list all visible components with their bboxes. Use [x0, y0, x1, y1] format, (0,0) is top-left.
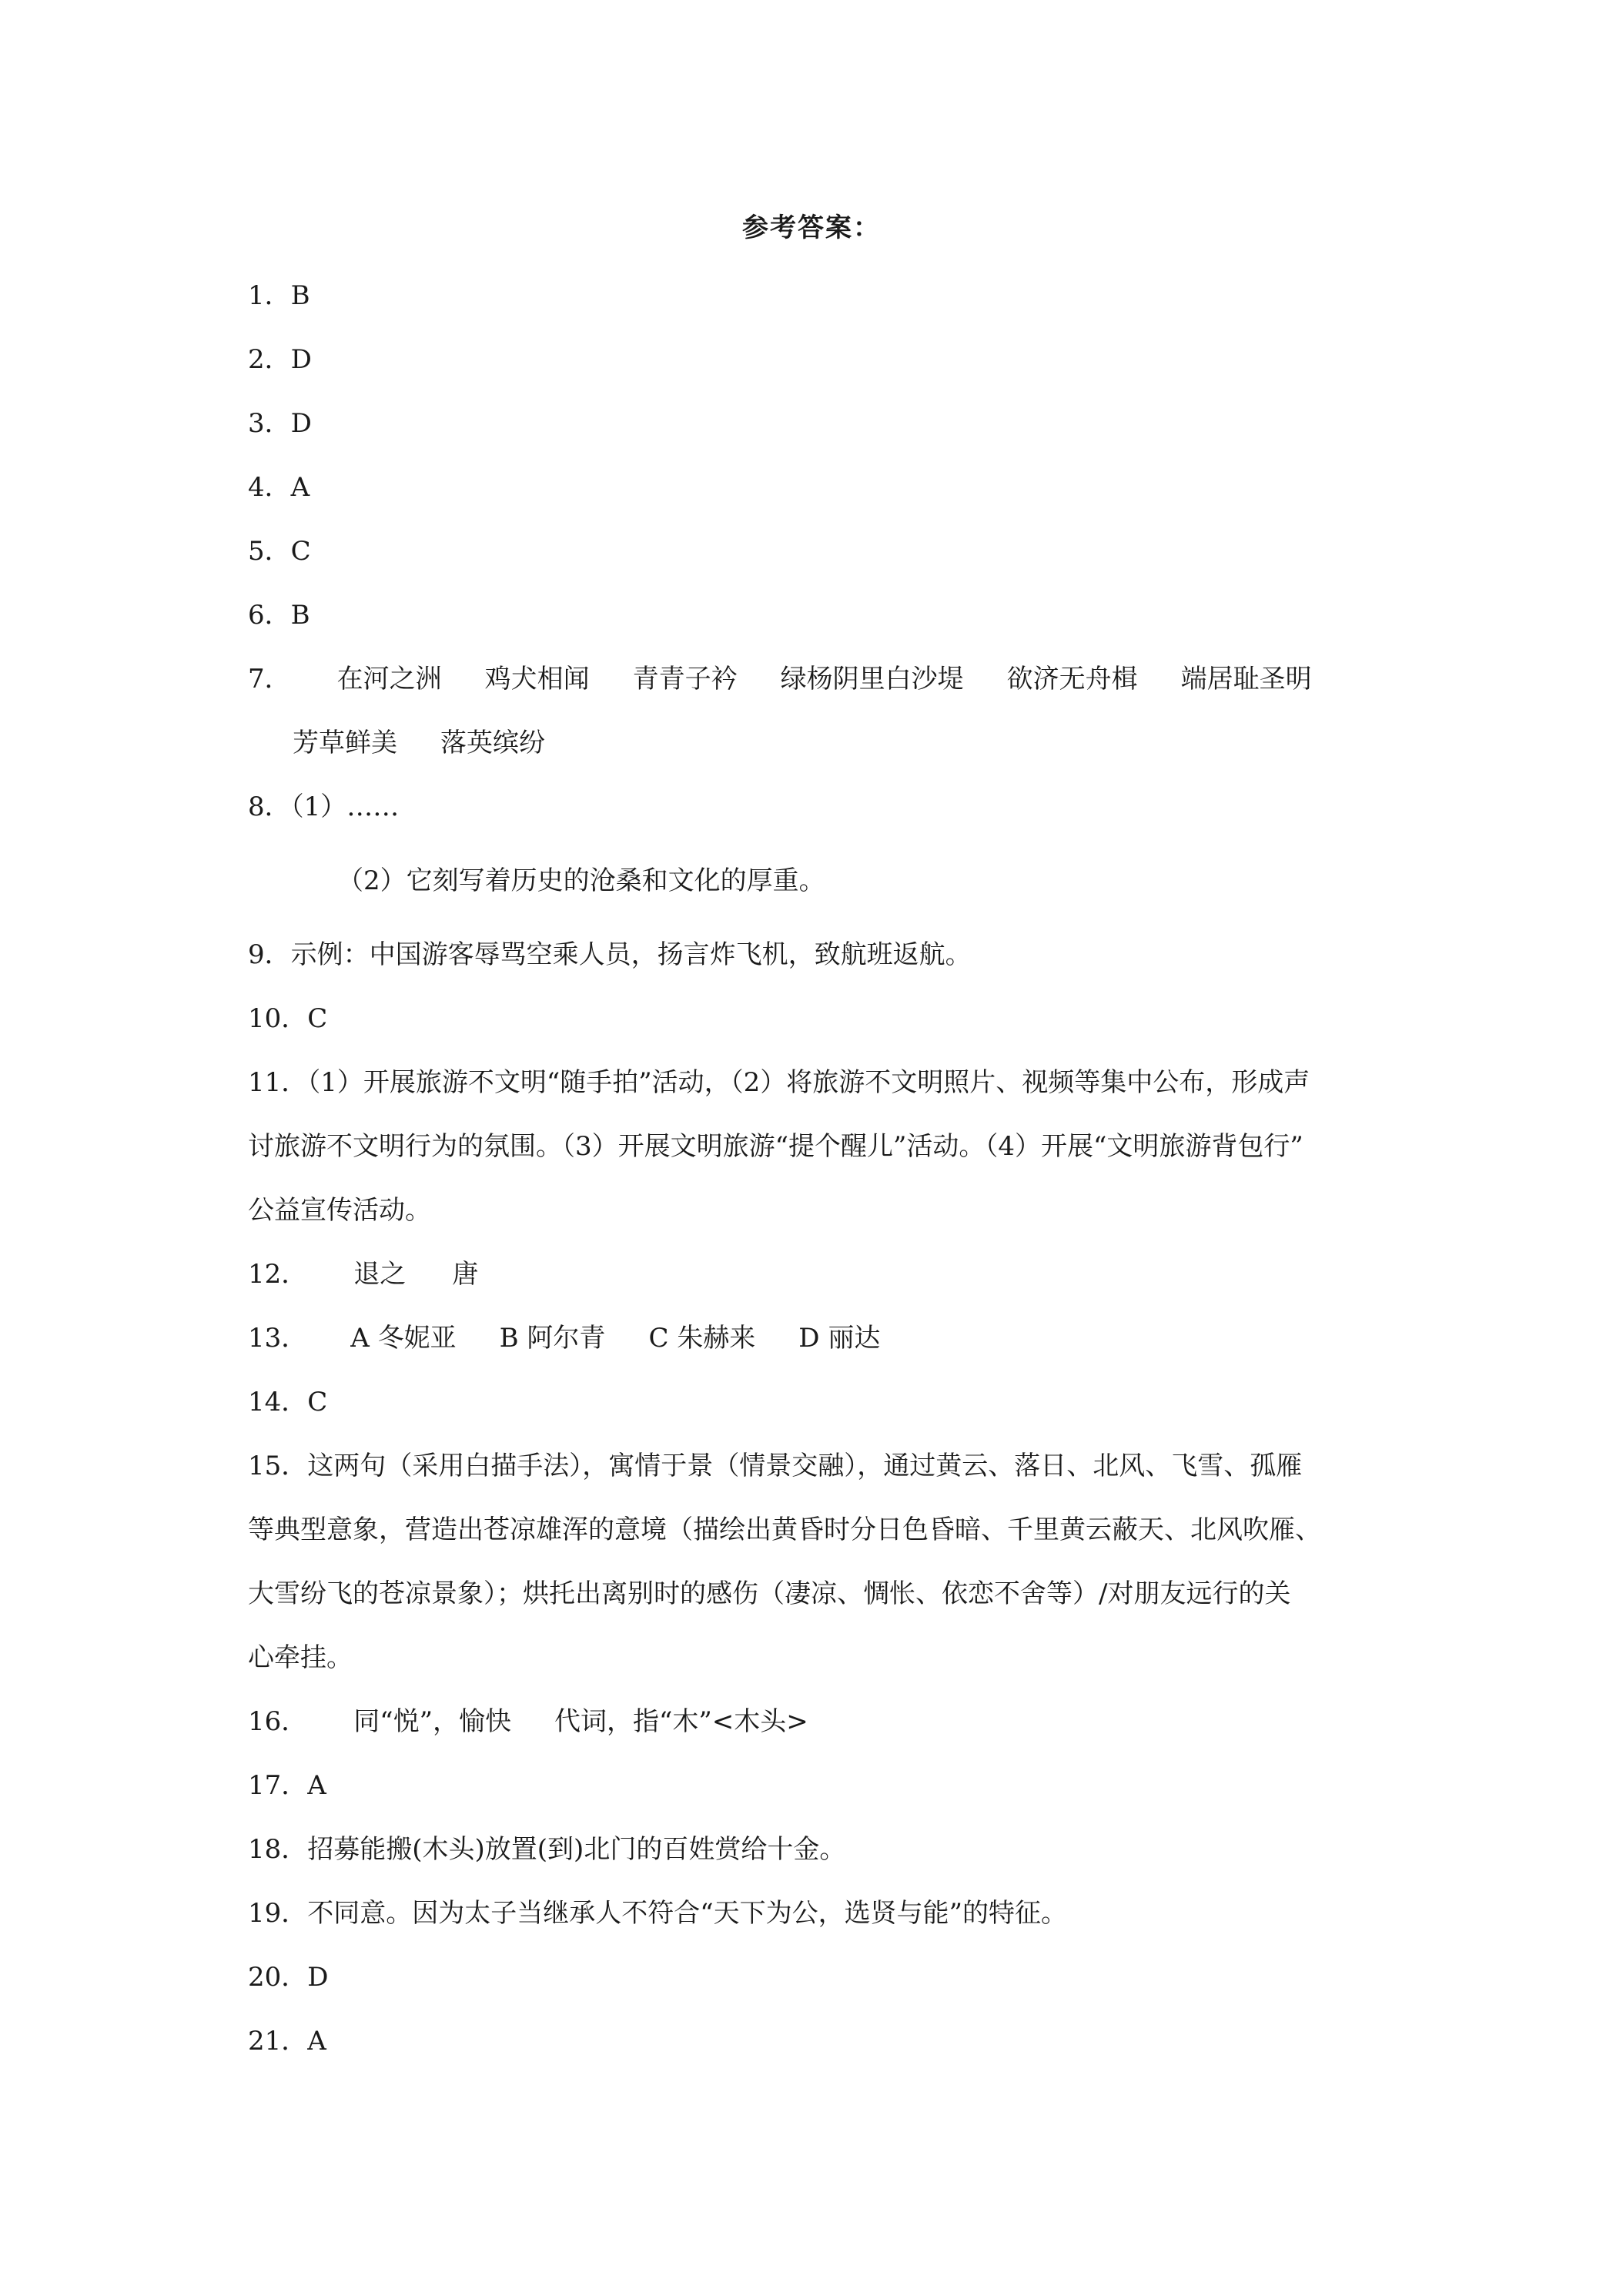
answer-11-line-2: 讨旅游不文明行为的氛围。（3）开展文明旅游“提个醒儿”活动。（4）开展“文明旅游背包行”	[248, 1131, 1303, 1162]
answer-7-item: 芳草鲜美	[293, 728, 397, 758]
answer-12-number: 12．	[248, 1259, 308, 1290]
answer-16-item: 同“悦”，愉快	[353, 1706, 512, 1737]
answer-16	[248, 1703, 808, 1740]
answer-4: 4．A	[248, 472, 310, 503]
answer-15-line-4: 心牵挂。	[248, 1642, 353, 1673]
answer-13-item: D 丽达	[798, 1323, 881, 1354]
answer-3: 3．D	[248, 408, 312, 439]
answer-15-line-3: 大雪纷飞的苍凉景象）；烘托出离别时的感伤（凄凉、惆怅、依恋不舍等）/对朋友远行的关	[248, 1578, 1291, 1609]
answer-18: 18．招募能搬(木头)放置(到)北门的百姓赏给十金。	[248, 1834, 846, 1865]
answer-7-item: 绿杨阴里白沙堤	[780, 664, 964, 694]
answer-13-item: B 阿尔青	[499, 1323, 606, 1354]
answer-9: 9．示例：中国游客辱骂空乘人员，扬言炸飞机，致航班返航。	[248, 939, 972, 970]
answer-8-part-2: （2）它刻写着历史的沧桑和文化的厚重。	[337, 865, 825, 896]
answer-8-part-1: 8．（1）……	[248, 792, 400, 822]
answer-13	[248, 1320, 880, 1357]
answer-7-item: 鸡犬相闻	[484, 664, 590, 694]
answer-11-line-3: 公益宣传活动。	[248, 1195, 431, 1226]
answer-12-item: 唐	[452, 1259, 479, 1290]
answer-13-item: C 朱赫来	[648, 1323, 756, 1354]
answer-17: 17．A	[248, 1770, 326, 1801]
answer-7-item: 落英缤纷	[440, 728, 545, 758]
answer-1: 1．B	[248, 280, 310, 311]
answer-10: 10．C	[248, 1003, 328, 1034]
answer-7-number: 7．	[248, 664, 291, 694]
answer-6: 6．B	[248, 600, 310, 631]
answer-13-number: 13．	[248, 1323, 308, 1354]
answer-15-line-1: 15．这两句（采用白描手法），寓情于景（情景交融），通过黄云、落日、北风、飞雪、孤雁	[248, 1451, 1303, 1481]
answer-20: 20．D	[248, 1962, 329, 1993]
answer-11-line-1: 11．（1）开展旅游不文明“随手拍”活动，（2）将旅游不文明照片、视频等集中公布，形成声	[248, 1067, 1310, 1098]
answer-5: 5．C	[248, 536, 311, 567]
answer-12-item: 退之	[353, 1259, 407, 1290]
answer-13-item: A 冬妮亚	[350, 1323, 457, 1354]
answer-16-number: 16．	[248, 1706, 308, 1737]
answer-16-item: 代词，指“木”<木头>	[554, 1706, 808, 1737]
answer-7	[248, 661, 1312, 698]
answer-7-item: 在河之洲	[336, 664, 442, 694]
answer-19: 19．不同意。因为太子当继承人不符合“天下为公，选贤与能”的特征。	[248, 1898, 1068, 1929]
answer-7-item: 端居耻圣明	[1180, 664, 1312, 694]
answer-7-item: 欲济无舟楫	[1006, 664, 1138, 694]
answer-7-continued	[293, 725, 545, 761]
page-title: 参考答案：	[742, 213, 881, 243]
answer-12	[248, 1256, 478, 1293]
answer-15-line-2: 等典型意象，营造出苍凉雄浑的意境（描绘出黄昏时分日色昏暗、千里黄云蔽天、北风吹雁、	[248, 1514, 1321, 1545]
answer-7-item: 青青子衿	[632, 664, 738, 694]
answer-2: 2．D	[248, 344, 312, 375]
answer-21: 21．A	[248, 2026, 326, 2057]
answer-14: 14．C	[248, 1387, 328, 1417]
